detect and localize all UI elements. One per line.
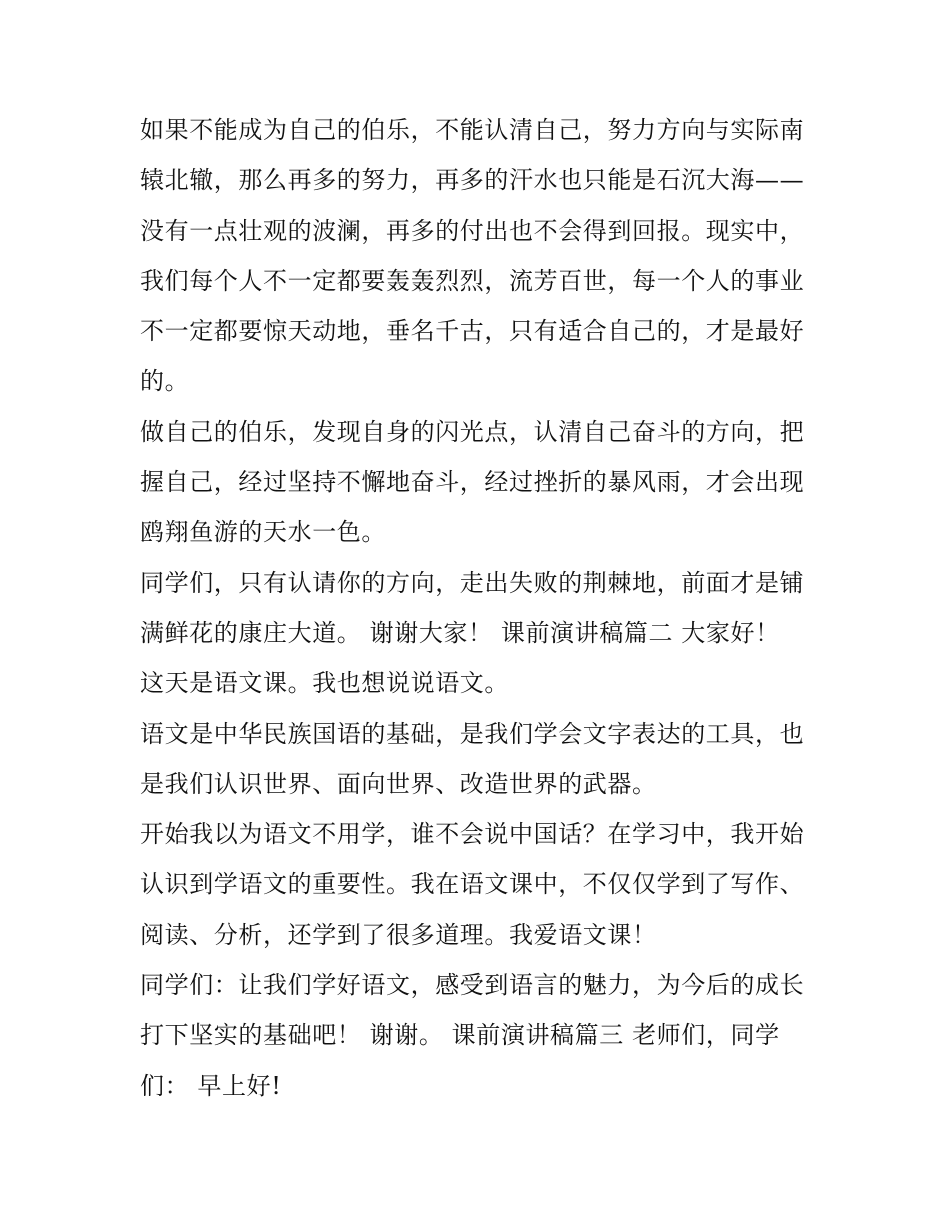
text-line: 们： 早上好! bbox=[140, 1071, 282, 1100]
paragraph bbox=[140, 407, 820, 558]
text-line: 同学们，只有认请你的方向，走出失败的荆棘地，前面才是铺 bbox=[140, 568, 805, 597]
text-line: 鸥翔鱼游的天水一色。 bbox=[140, 518, 386, 547]
text-line: 同学们：让我们学好语文，感受到语言的魅力，为今后的成长 bbox=[140, 971, 805, 1000]
paragraph bbox=[140, 709, 820, 810]
paragraph bbox=[140, 105, 820, 407]
document-body bbox=[140, 105, 820, 1111]
text-line: 我们每个人不一定都要轰轰烈烈，流芳百世，每一个人的事业 bbox=[140, 266, 805, 295]
text-line: 认识到学语文的重要性。我在语文课中，不仅仅学到了写作、 bbox=[140, 870, 805, 899]
text-line: 做自己的伯乐，发现自身的闪光点，认清自己奋斗的方向，把 bbox=[140, 417, 805, 446]
text-line: 打下坚实的基础吧！ 谢谢。 课前演讲稿篇三 老师们，同学 bbox=[140, 1021, 780, 1050]
text-line: 没有一点壮观的波澜，再多的付出也不会得到回报。现实中， bbox=[140, 216, 805, 245]
paragraph bbox=[140, 558, 820, 659]
text-line: 阅读、分析，还学到了很多道理。我爱语文课！ bbox=[140, 920, 657, 949]
text-line: 满鲜花的康庄大道。 谢谢大家！ 课前演讲稿篇二 大家好！ bbox=[140, 618, 780, 647]
text-line: 是我们认识世界、面向世界、改造世界的武器。 bbox=[140, 769, 657, 798]
text-line: 这天是语文课。我也想说说语文。 bbox=[140, 669, 509, 698]
text-line: 开始我以为语文不用学，谁不会说中国话？在学习中，我开始 bbox=[140, 820, 805, 849]
text-line: 辕北辙，那么再多的努力，再多的汗水也只能是石沉大海—— bbox=[140, 166, 805, 195]
paragraph bbox=[140, 960, 820, 1111]
paragraph bbox=[140, 658, 820, 708]
text-line: 如果不能成为自己的伯乐，不能认清自己，努力方向与实际南 bbox=[140, 116, 805, 144]
text-line: 的。 bbox=[140, 367, 190, 396]
text-line: 不一定都要惊天动地，垂名千古，只有适合自己的，才是最好 bbox=[140, 317, 805, 346]
text-line: 语文是中华民族国语的基础，是我们学会文字表达的工具，也 bbox=[140, 719, 805, 748]
paragraph bbox=[140, 809, 820, 960]
text-line: 握自己，经过坚持不懈地奋斗，经过挫折的暴风雨，才会出现 bbox=[140, 468, 805, 497]
